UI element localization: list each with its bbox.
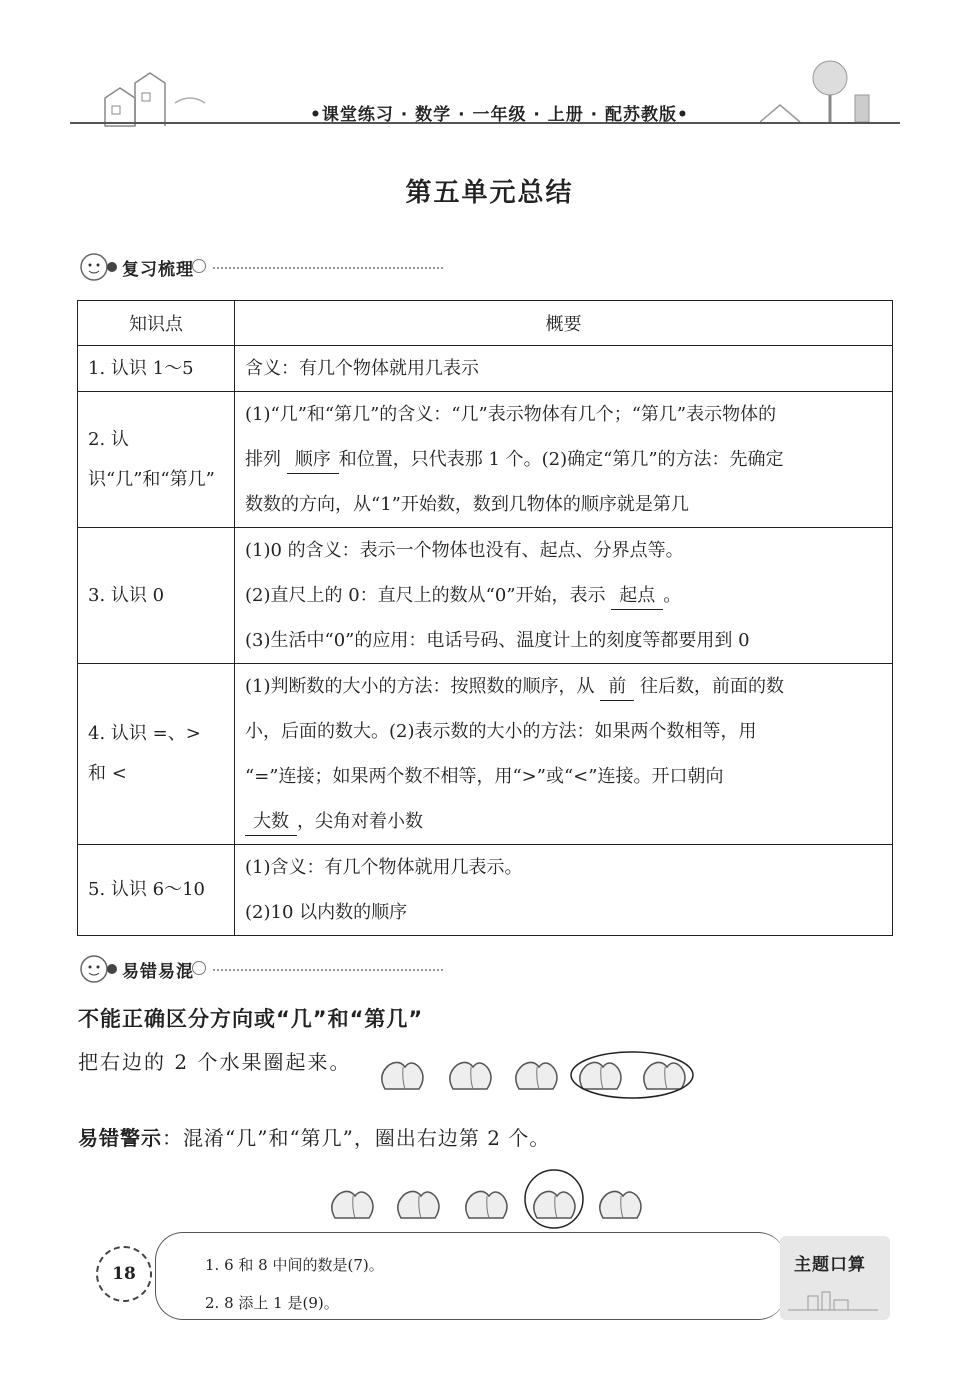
table-row — [78, 392, 893, 528]
knowledge-point: 1. 认识 1～5 — [78, 346, 235, 392]
house-illustration — [100, 68, 210, 128]
mascot-icon — [78, 250, 118, 284]
table-row — [78, 346, 893, 392]
summary-line: (1)“几”和“第几”的含义：“几”表示物体有几个；“第几”表示物体的 — [245, 404, 777, 425]
text-span: ，尖角对着小数 — [297, 811, 423, 832]
summary-line: (3)生活中“0”的应用：电话号码、温度计上的刻度等都要用到 0 — [245, 630, 750, 651]
header-title: •课堂练习 · 数学 · 一年级 · 上册 · 配苏教版• — [310, 105, 689, 125]
summary-line: (2)10 以内数的顺序 — [245, 902, 408, 923]
summary-line — [245, 799, 882, 844]
mistake-warning — [78, 1122, 550, 1151]
ring-icon — [192, 259, 206, 273]
review-section-header — [78, 250, 478, 284]
mistakes-section-header — [78, 952, 478, 986]
peach-icon — [466, 1191, 507, 1218]
peach-icon — [398, 1191, 439, 1218]
answer-blank: 起点 — [611, 583, 663, 610]
text-span: 往后数，前面的数 — [639, 676, 784, 697]
summary-line — [245, 437, 882, 482]
summary-text — [235, 664, 893, 845]
skyline-illustration — [788, 1288, 878, 1312]
page-number: 18 — [96, 1246, 152, 1302]
peach-icon — [516, 1062, 557, 1089]
footer-tag — [780, 1236, 890, 1320]
header-divider — [70, 122, 900, 124]
column-header: 知识点 — [78, 301, 235, 346]
summary-line: “=”连接；如果两个数不相等，用“>”或“<”连接。开口朝向 — [245, 766, 724, 787]
text-span: 。 — [663, 585, 682, 606]
review-section-label: 复习梳理 — [122, 260, 194, 280]
dotted-divider — [213, 267, 443, 269]
knowledge-point: 3. 认识 0 — [78, 528, 235, 664]
ring-icon — [192, 961, 206, 975]
peach-icon — [580, 1062, 621, 1089]
peach-icon — [644, 1062, 685, 1089]
summary-text — [235, 845, 893, 936]
footer-question-2: 2. 8 添上 1 是(9)。 — [205, 1294, 339, 1312]
footer-tag-label: 主题口算 — [794, 1255, 866, 1275]
column-header: 概要 — [235, 301, 893, 346]
peach-icon — [382, 1062, 423, 1089]
knowledge-point: 2. 认识“几”和“第几” — [78, 392, 235, 528]
peach-row-1 — [375, 1045, 705, 1101]
answer-blank: 大数 — [245, 809, 297, 836]
table-row — [78, 664, 893, 845]
peach-row-2 — [325, 1168, 645, 1230]
summary-text: 含义：有几个物体就用几表示 — [235, 346, 893, 392]
dotted-divider — [213, 969, 443, 971]
text-span: 排列 — [245, 449, 281, 470]
warning-label: 易错警示 — [78, 1126, 162, 1150]
summary-line: (1)含义：有几个物体就用几表示。 — [245, 857, 523, 878]
table-row — [78, 528, 893, 664]
table-row — [78, 845, 893, 936]
peach-icon — [600, 1191, 641, 1218]
peach-icon — [450, 1062, 491, 1089]
footer-question-1: 1. 6 和 8 中间的数是(7)。 — [205, 1256, 384, 1274]
text-span: (1)判断数的大小的方法：按照数的顺序，从 — [245, 676, 595, 697]
peach-icon — [332, 1191, 373, 1218]
tree-illustration — [760, 60, 900, 124]
summary-line — [245, 573, 882, 618]
table-header-row — [78, 301, 893, 346]
peach-icon — [534, 1191, 575, 1218]
answer-blank: 顺序 — [287, 447, 339, 474]
page-header — [70, 60, 900, 140]
mascot-icon — [78, 952, 118, 986]
summary-line — [245, 664, 882, 709]
mistake-title: 不能正确区分方向或“几”和“第几” — [78, 1007, 424, 1031]
unit-title: 第五单元总结 — [405, 178, 574, 208]
knowledge-point: 5. 认识 6～10 — [78, 845, 235, 936]
mistake-task: 把右边的 2 个水果圈起来。 — [78, 1050, 352, 1074]
warning-text: ：混淆“几”和“第几”，圈出右边第 2 个。 — [162, 1126, 551, 1150]
summary-table — [77, 300, 893, 936]
summary-text — [235, 392, 893, 528]
answer-blank: 前 — [600, 674, 634, 701]
summary-line: (1)0 的含义：表示一个物体也没有、起点、分界点等。 — [245, 540, 684, 561]
mistakes-section-label: 易错易混 — [122, 962, 194, 982]
summary-line: 小，后面的数大。(2)表示数的大小的方法：如果两个数相等，用 — [245, 721, 757, 742]
summary-line: 数数的方向，从“1”开始数，数到几物体的顺序就是第几 — [245, 494, 689, 515]
text-span: 和位置，只代表那 1 个。(2)确定“第几”的方法：先确定 — [338, 449, 784, 470]
text-span: (2)直尺上的 0：直尺上的数从“0”开始，表示 — [245, 585, 606, 606]
summary-text — [235, 528, 893, 664]
knowledge-point: 4. 认识 =、> 和 < — [78, 664, 235, 845]
